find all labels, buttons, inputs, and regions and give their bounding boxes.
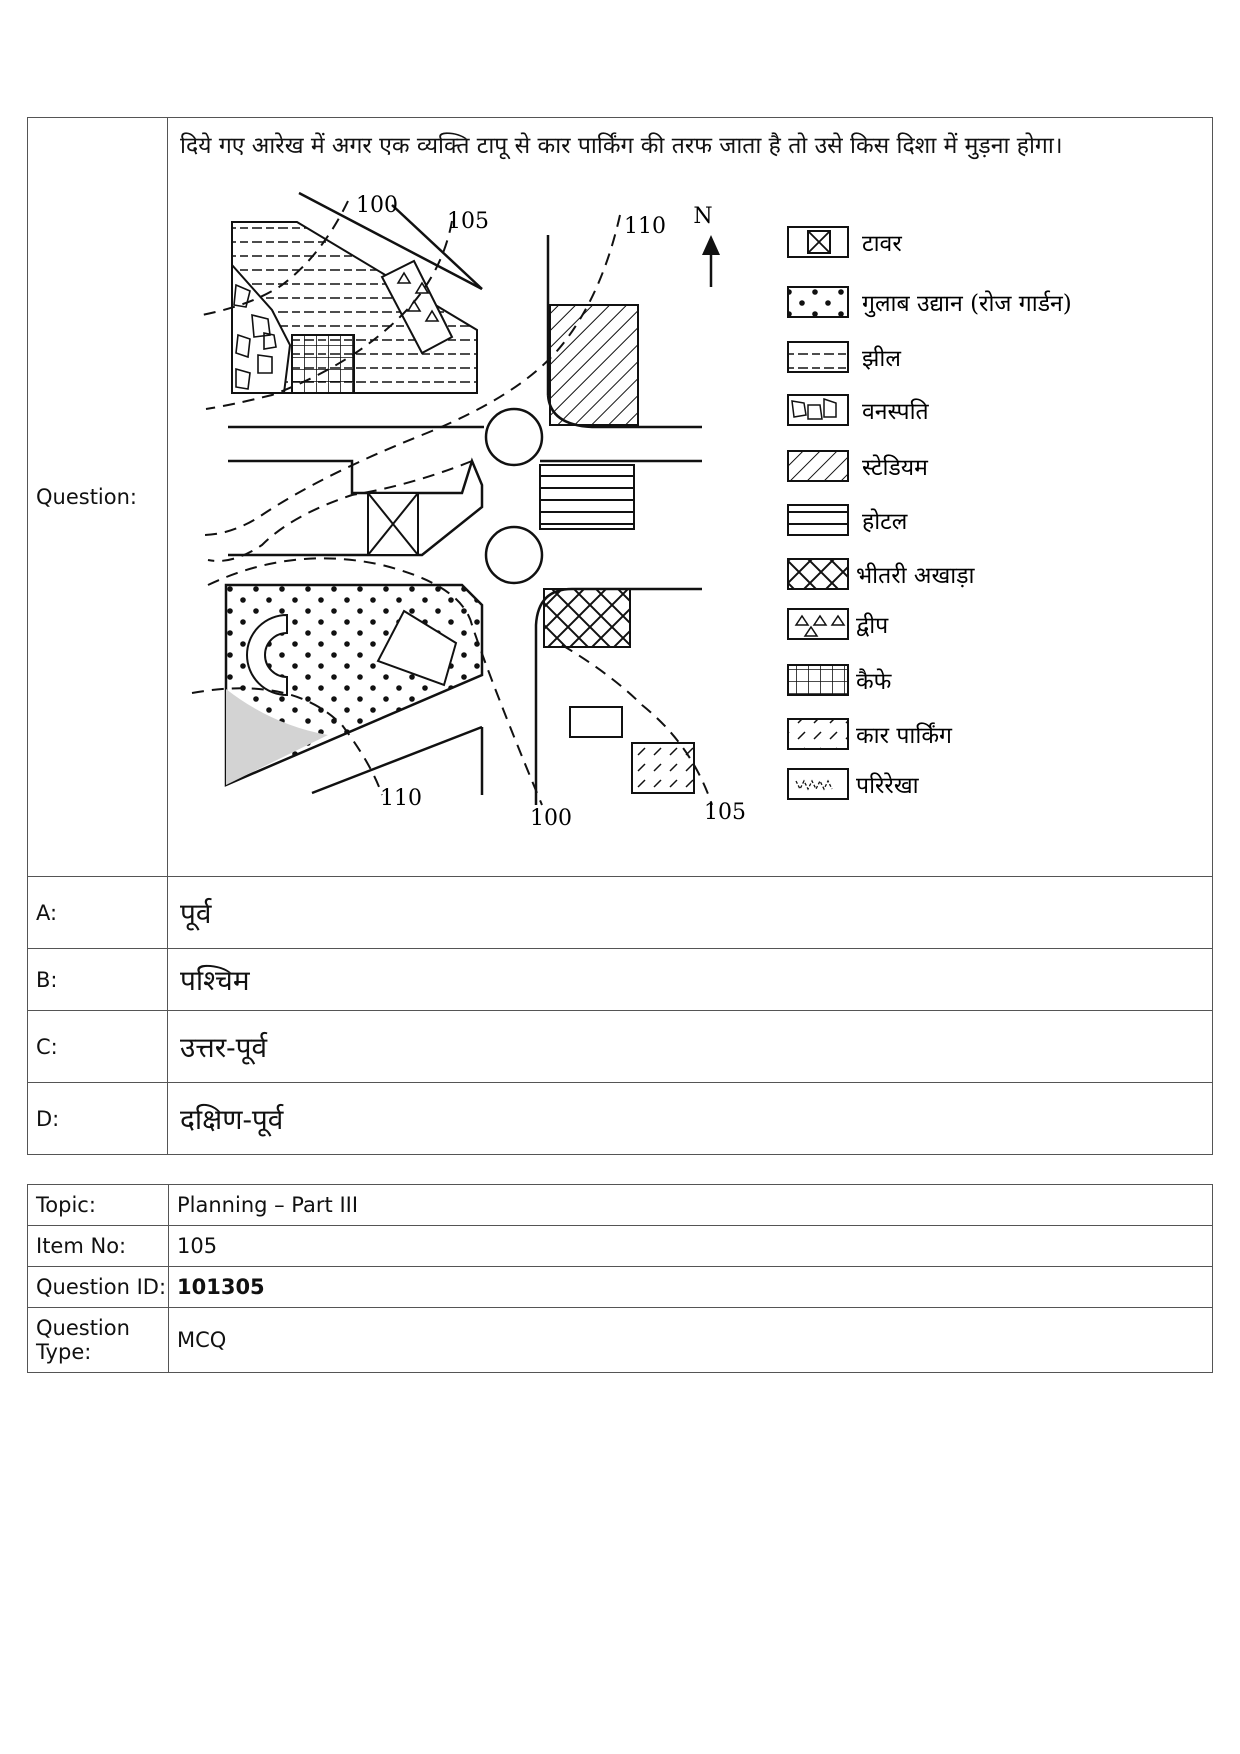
hotel-icon [788,505,848,535]
legend-label: कार पार्किंग [856,722,952,749]
legend-item-rose-garden [788,287,1072,318]
stadium-area [550,305,638,425]
item-no-value: 105 [169,1226,1213,1267]
option-label: B: [28,949,168,1011]
topic-label: Topic: [28,1185,169,1226]
map-diagram [172,165,1212,845]
option-label: D: [28,1083,168,1155]
legend-label: कैफे [856,668,892,695]
legend-label: स्टेडियम [862,454,928,481]
legend-label: परिरेखा [856,772,919,799]
svg-text:N: N [693,203,713,229]
option-row-c[interactable] [28,1011,1213,1083]
legend-item-island [788,609,889,639]
legend-item-cafe [788,665,893,695]
legend-label: वनस्पति [862,398,929,425]
option-row-b[interactable] [28,949,1213,1011]
question-id-label: Question ID: [28,1267,169,1308]
hotel-area [540,465,634,529]
indoor-arena-area [544,589,630,647]
contour-label: 100 [530,805,572,831]
rose-garden-icon [788,287,848,317]
building-area [570,707,622,737]
cafe-area [292,335,354,393]
contour-label: 105 [704,799,746,825]
legend-label: टावर [862,230,902,257]
legend-label: होटल [862,508,908,535]
legend-item-tower [788,227,902,257]
option-text[interactable]: पश्चिम [168,949,1213,1011]
option-text[interactable]: उत्तर-पूर्व [168,1011,1213,1083]
legend-label: द्वीप [856,612,889,639]
question-label: Question: [28,118,168,877]
question-id-value: 101305 [169,1267,1213,1308]
question-table [27,117,1213,1155]
legend-item-indoor-arena [788,559,976,589]
indoor-arena-icon [788,559,848,589]
option-row-d[interactable] [28,1083,1213,1155]
cafe-icon [788,665,848,695]
contour-label: 100 [356,192,398,218]
question-type-label: Question Type: [28,1308,169,1373]
contour-label: 110 [380,785,422,811]
roundabout-north [486,409,542,465]
question-type-value: MCQ [169,1308,1213,1373]
contour-label: 105 [447,208,489,234]
topic-value: Planning – Part III [169,1185,1213,1226]
legend-item-boundary [788,769,920,799]
lake-icon [788,342,848,372]
stadium-icon [788,451,848,481]
legend-label: झील [862,345,901,372]
legend [788,227,1072,799]
legend-item-vegetation [788,395,930,425]
roundabout-south [486,527,542,583]
option-row-a[interactable] [28,877,1213,949]
option-label: C: [28,1011,168,1083]
question-body [168,118,1213,877]
question-text: दिये गए आरेख में अगर एक व्यक्ति टापू से कार पार्किंग की तरफ जाता है तो उसे किस दिशा में मुड़ना होगा। [180,133,1063,159]
option-label: A: [28,877,168,949]
meta-table [27,1184,1213,1373]
option-text[interactable]: पूर्व [168,877,1213,949]
legend-label: भीतरी अखाड़ा [856,562,975,589]
north-arrow-icon [693,204,720,287]
legend-item-car-parking [788,719,953,749]
item-no-label: Item No: [28,1226,169,1267]
legend-label: गुलाब उद्यान (रोज गार्डन) [862,290,1072,317]
legend-item-lake [788,342,901,372]
legend-item-hotel [788,505,908,535]
car-parking-icon [788,719,848,749]
option-text[interactable]: दक्षिण-पूर्व [168,1083,1213,1155]
legend-item-stadium [788,451,929,481]
contour-label: 110 [624,213,666,239]
